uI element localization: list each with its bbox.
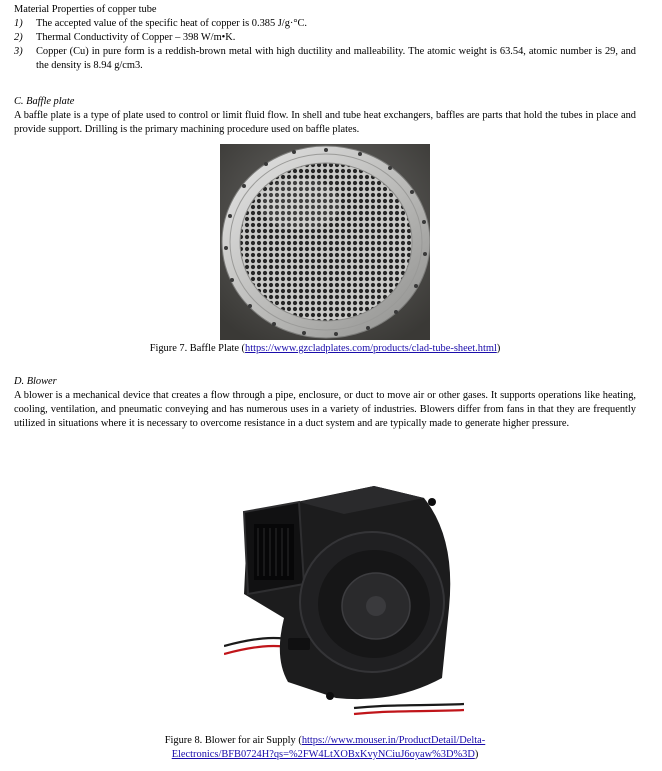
baffle-plate-image	[220, 144, 430, 340]
caption-end: )	[496, 343, 501, 354]
blower-paragraph: A blower is a mechanical device that creates a flow through a pipe, enclosure, or duct to move air or other gases. It supports operations like heating, cooling, ventilation, and pneumatic conveying and has numerous uses in a variety of industries. Blowers differ from fans in that they are frequently utilized in situations where it is necessary to overcome resistance in a duct system and are typically made to generate higher pressure.	[14, 390, 636, 429]
figure-7-caption	[14, 342, 636, 356]
blower-illustration	[224, 468, 464, 720]
baffle-paragraph: A baffle plate is a type of plate used to control or limit fluid flow. In shell and tube heat exchangers, baffles are parts that hold the tubes in place and provide support. Drilling is the primary machining procedure used on baffle plates.	[14, 110, 636, 135]
blower-source-link-part1[interactable]: https://www.mouser.in/ProductDetail/Delta-	[301, 735, 486, 746]
figure-8-caption	[14, 734, 636, 762]
caption-text: Figure 7. Baffle Plate (	[149, 343, 246, 354]
material-heading: Material Properties of copper tube	[14, 4, 157, 15]
list-text: The accepted value of the specific heat of copper is 0.385 J/g·°C.	[36, 18, 308, 29]
list-item	[14, 17, 636, 31]
list-text: Copper (Cu) in pure form is a reddish-brown metal with high ductility and malleability. The atomic weight is 63.54, atomic number is 29, and the density is 8.94 g/cm3.	[36, 46, 636, 71]
baffle-plate-illustration	[220, 144, 430, 340]
list-item	[14, 45, 636, 73]
blower-image	[224, 468, 464, 720]
list-item	[14, 31, 636, 45]
caption-text: Figure 8. Blower for air Supply (	[164, 735, 302, 746]
section-heading-blower: D. Blower	[14, 376, 57, 387]
list-text: Thermal Conductivity of Copper – 398 W/m•K.	[36, 32, 236, 43]
blower-source-link-part2[interactable]: Electronics/BFB0724H?qs=%2FW4LtXOBxKvyNCiuJ6oyaw%3D%3D	[171, 749, 475, 760]
baffle-source-link[interactable]: https://www.gzcladplates.com/products/clad-tube-sheet.html	[245, 343, 497, 354]
list-number: 2)	[14, 32, 23, 43]
caption-end: )	[474, 749, 479, 760]
list-number: 3)	[14, 46, 23, 57]
list-number: 1)	[14, 18, 23, 29]
section-heading-baffle: C. Baffle plate	[14, 96, 75, 107]
